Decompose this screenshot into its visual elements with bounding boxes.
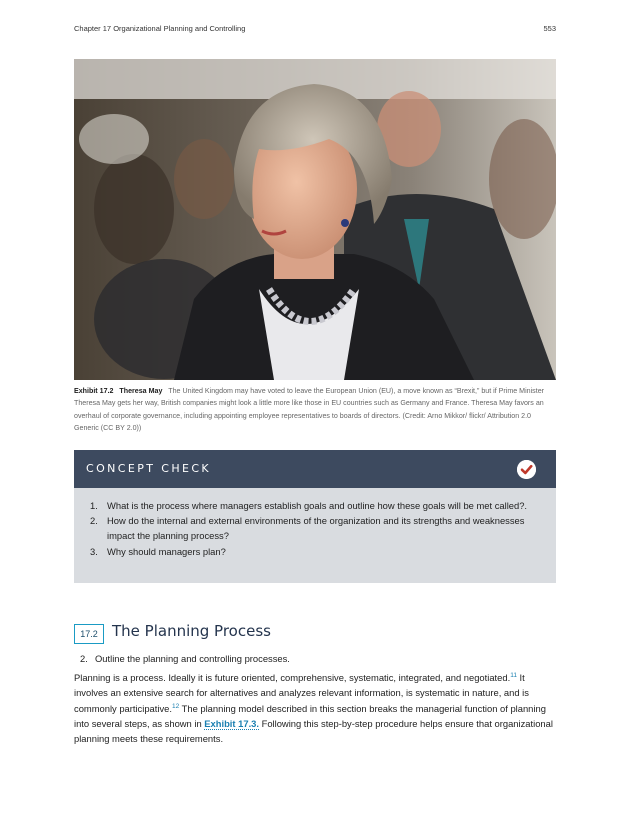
paragraph-text: Following this step-by-step procedure helps ensure that organizational planning meets these requirements. bbox=[74, 717, 553, 745]
checkmark-icon bbox=[517, 460, 536, 479]
footnote-ref-11[interactable]: 11 bbox=[510, 672, 517, 679]
item-text: Why should managers plan? bbox=[107, 545, 226, 557]
learning-objective bbox=[80, 653, 290, 664]
item-number: 3. bbox=[90, 545, 98, 557]
concept-check-list bbox=[90, 498, 530, 559]
section-number: 17.2 bbox=[74, 624, 104, 644]
list-item bbox=[90, 498, 530, 513]
body-paragraph bbox=[74, 670, 556, 746]
objective-number: 2. bbox=[80, 653, 88, 664]
concept-check-header bbox=[74, 450, 556, 488]
paragraph-text: Planning is a process. Ideally it is future oriented, comprehensive, systematic, integrated, and negotiated. bbox=[74, 672, 511, 683]
chapter-title: Chapter 17 Organizational Planning and Controlling bbox=[74, 24, 246, 33]
item-text: What is the process where managers establish goals and outline how these goals will be met called?. bbox=[107, 500, 528, 511]
exhibit-17-3-link[interactable]: Exhibit 17.3. bbox=[204, 717, 259, 729]
paragraph-text: It involves an extensive search for alternatives and analyzes relevant information, is systematic in nature, and is commonly participative. bbox=[74, 672, 529, 714]
paragraph-text: The planning model described in this section breaks the managerial function of planning into several steps, as shown in bbox=[74, 702, 546, 729]
caption-title: Theresa May bbox=[119, 387, 163, 395]
objective-text: Outline the planning and controlling processes. bbox=[95, 653, 290, 664]
exhibit-photo bbox=[74, 59, 556, 380]
caption-label: Exhibit 17.2 bbox=[74, 387, 114, 395]
footnote-ref-12[interactable]: 12 bbox=[171, 702, 180, 710]
section-title: The Planning Process bbox=[112, 622, 271, 640]
item-number: 2. bbox=[90, 515, 98, 527]
concept-check-title: CONCEPT CHECK bbox=[86, 462, 212, 475]
list-item bbox=[90, 513, 530, 543]
page-number: 553 bbox=[543, 24, 556, 33]
item-number: 1. bbox=[90, 500, 98, 511]
item-text: How do the internal and external environments of the organization and its strengths and weaknesses impact the planning process? bbox=[107, 515, 525, 542]
page-header bbox=[74, 24, 556, 36]
list-item bbox=[90, 544, 530, 559]
caption-text: The United Kingdom may have voted to leave the European Union (EU), a move known as “Brexit,” but if Prime Minister Theresa May gets her way, British companies might look a little more like those in EU countries such as Germany and France. Theresa May favors an overhaul of corporate governance, including appointing employee representatives to boards of directors. (Credit: Arno Mikkor/ flickr/ Attribution 2.0 Generic (CC BY 2.0)) bbox=[74, 387, 544, 433]
exhibit-caption bbox=[74, 385, 556, 435]
concept-check-box bbox=[74, 450, 556, 583]
